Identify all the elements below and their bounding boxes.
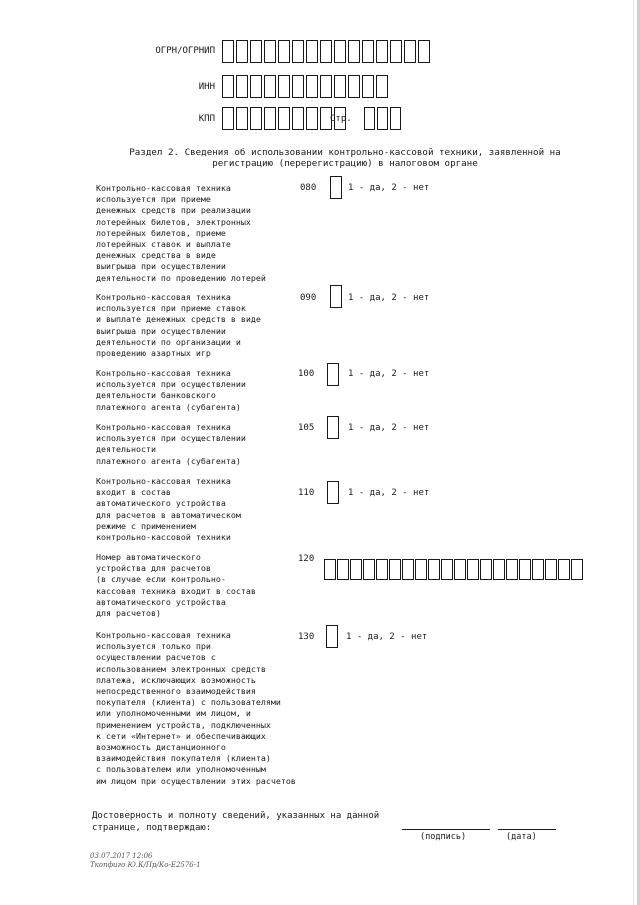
confirmation-text: Достоверность и полноту сведений, указанных на данной странице, подтверждаю:	[92, 811, 380, 833]
ogrn-cell[interactable]	[250, 40, 262, 63]
kpp-cell[interactable]	[264, 107, 276, 130]
item-105-box[interactable]	[327, 416, 339, 439]
inn-cell[interactable]	[250, 75, 262, 98]
item-110-box[interactable]	[327, 481, 339, 504]
ogrn-cell[interactable]	[222, 40, 234, 63]
page-label: Стр.	[330, 114, 352, 124]
item-120-text: Номер автоматического устройства для расчетов (в случае если контрольно- кассовая техника входит в состав автоматического устройства для расчетов)	[96, 552, 256, 619]
inn-cell[interactable]	[376, 75, 388, 98]
item-120-code: 120	[298, 554, 315, 564]
kpp-cell[interactable]	[278, 107, 290, 130]
item-100-answer: 1 - да, 2 - нет	[348, 369, 430, 379]
inn-cell[interactable]	[320, 75, 332, 98]
item-110-text: Контрольно-кассовая техника входит в состав автоматического устройства для расчетов в автоматическом режиме с применением контрольно-кассовой техники	[96, 476, 241, 543]
item-080-answer: 1 - да, 2 - нет	[348, 183, 430, 193]
inn-cell[interactable]	[306, 75, 318, 98]
kpp-cell[interactable]	[250, 107, 262, 130]
print-stamp-date: 03.07.2017 12:06	[90, 852, 153, 860]
item-110-answer: 1 - да, 2 - нет	[348, 488, 430, 498]
page-cell[interactable]	[377, 107, 388, 130]
device-number-cell[interactable]	[389, 559, 401, 580]
inn-cells[interactable]	[222, 75, 390, 98]
device-number-cell[interactable]	[519, 559, 531, 580]
inn-cell[interactable]	[362, 75, 374, 98]
ogrn-cell[interactable]	[306, 40, 318, 63]
ogrn-cell[interactable]	[390, 40, 402, 63]
item-080-text: Контрольно-кассовая техника используется при приеме денежных средств при реализации лотерейных билетов, электронных лотерейных билетов, приеме лотерейных ставок и выплате денежных средства в виде выигрыша при осуществлении деятельности по проведению лотерей	[96, 183, 266, 283]
device-number-cell[interactable]	[428, 559, 440, 580]
ogrn-cell[interactable]	[278, 40, 290, 63]
item-090-text: Контрольно-кассовая техника используется при приеме ставок и выплате денежных средств в виде выигрыша при осуществлении деятельности по организации и проведению азартных игр	[96, 292, 261, 359]
section-title-line1: Раздел 2. Сведения об использовании контрольно-кассовой техники, заявленной на	[129, 147, 561, 158]
inn-label: ИНН	[198, 82, 215, 92]
device-number-cell[interactable]	[324, 559, 336, 580]
ogrn-cell[interactable]	[404, 40, 416, 63]
item-105-code: 105	[298, 423, 315, 433]
item-100-text: Контрольно-кассовая техника используется при осуществлении деятельности банковского платежного агента (субагента)	[96, 368, 246, 412]
section-title-line2: регистрацию (перерегистрацию) в налоговом органе	[212, 158, 478, 169]
device-number-cell[interactable]	[558, 559, 570, 580]
inn-cell[interactable]	[334, 75, 346, 98]
ogrn-cell[interactable]	[264, 40, 276, 63]
inn-cell[interactable]	[222, 75, 234, 98]
inn-cell[interactable]	[264, 75, 276, 98]
signature-line[interactable]	[402, 829, 490, 830]
page-cell[interactable]	[390, 107, 401, 130]
item-100-box[interactable]	[327, 363, 339, 386]
item-110-code: 110	[298, 488, 315, 498]
inn-cell[interactable]	[278, 75, 290, 98]
device-number-cell[interactable]	[337, 559, 349, 580]
ogrn-cell[interactable]	[320, 40, 332, 63]
inn-cell[interactable]	[348, 75, 360, 98]
kpp-label: КПП	[198, 114, 215, 124]
device-number-cell[interactable]	[467, 559, 479, 580]
item-080-box[interactable]	[330, 176, 342, 199]
device-number-cell[interactable]	[350, 559, 362, 580]
ogrn-cell[interactable]	[292, 40, 304, 63]
item-105-text: Контрольно-кассовая техника используется при осуществлении деятельности платежного агента (субагента)	[96, 422, 246, 466]
item-100-code: 100	[298, 369, 315, 379]
ogrn-cell[interactable]	[348, 40, 360, 63]
device-number-cell[interactable]	[441, 559, 453, 580]
item-130-text: Контрольно-кассовая техника используется только при осуществлении расчетов с использованием электронных средств платежа, исключающих возможность непосредственного взаимодействия покупателя (клиента) с пользователями или уполномоченными им лицом, и применением устройств, подключенных к сети «Интернет» и обеспечивающих возможность дистанционного взаимодействия покупателя (клиента) с пользователем или уполномоченным им лицом при осуществлении этих расчетов	[96, 630, 296, 786]
date-label: (дата)	[506, 832, 537, 842]
ogrn-cells[interactable]	[222, 40, 432, 63]
kpp-cell[interactable]	[236, 107, 248, 130]
device-number-cell[interactable]	[493, 559, 505, 580]
inn-cell[interactable]	[292, 75, 304, 98]
date-line[interactable]	[498, 829, 556, 830]
ogrn-cell[interactable]	[236, 40, 248, 63]
device-number-cells[interactable]	[324, 559, 584, 580]
item-090-code: 090	[300, 293, 317, 303]
ogrn-cell[interactable]	[418, 40, 430, 63]
device-number-cell[interactable]	[454, 559, 466, 580]
device-number-cell[interactable]	[363, 559, 375, 580]
ogrn-cell[interactable]	[376, 40, 388, 63]
device-number-cell[interactable]	[376, 559, 388, 580]
kpp-cell[interactable]	[306, 107, 318, 130]
item-090-box[interactable]	[330, 285, 342, 308]
item-130-box[interactable]	[326, 625, 338, 648]
device-number-cell[interactable]	[402, 559, 414, 580]
device-number-cell[interactable]	[506, 559, 518, 580]
item-130-code: 130	[298, 632, 315, 642]
page-edge-shadow	[633, 0, 634, 905]
kpp-cell[interactable]	[292, 107, 304, 130]
kpp-cell[interactable]	[222, 107, 234, 130]
item-090-answer: 1 - да, 2 - нет	[348, 293, 430, 303]
device-number-cell[interactable]	[415, 559, 427, 580]
inn-cell[interactable]	[236, 75, 248, 98]
device-number-cell[interactable]	[545, 559, 557, 580]
ogrn-cell[interactable]	[362, 40, 374, 63]
ogrn-label: ОГРН/ОГРНИП	[155, 46, 215, 56]
page-cell[interactable]	[364, 107, 375, 130]
device-number-cell[interactable]	[571, 559, 583, 580]
signature-label: (подпись)	[420, 832, 467, 842]
print-stamp-path: Ткопфиго Ю.К/Пр/Ко-Е2576-1	[90, 861, 201, 869]
item-105-answer: 1 - да, 2 - нет	[348, 423, 430, 433]
item-130-answer: 1 - да, 2 - нет	[346, 632, 428, 642]
device-number-cell[interactable]	[480, 559, 492, 580]
item-080-code: 080	[300, 183, 317, 193]
device-number-cell[interactable]	[532, 559, 544, 580]
ogrn-cell[interactable]	[334, 40, 346, 63]
page-cells[interactable]	[364, 107, 403, 130]
